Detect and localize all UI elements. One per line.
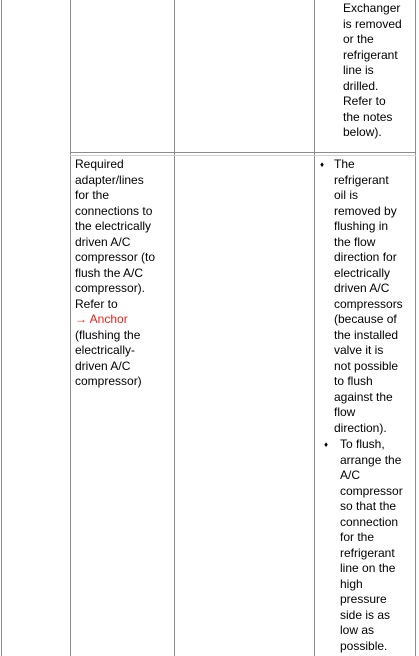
anchor-link[interactable]: → Anchor [75, 312, 128, 326]
row1-col4-text: Exchanger is removed or the refrigerant line is drilled. Refer to the notes below). [343, 1, 402, 139]
bullet-icon: ♦ [320, 160, 325, 169]
row-separator-inner [70, 155, 416, 156]
table-border-left [1, 0, 2, 656]
row-separator [70, 152, 416, 153]
row2-col2-text: Required adapter/lines for the connections to the electrically driven A/C compressor (to flush the A/C compressor). Refer to [75, 157, 156, 311]
bullet-icon: ♦ [324, 440, 329, 449]
bullet-1-text: The refrigerant oil is removed by flushing in the flow direction for electrically driven A/C compressors (because of the installed valve it is not possible to flush against the flow direction). [334, 157, 403, 435]
row2-col2-cell [75, 157, 175, 390]
table-divider-3 [314, 0, 315, 656]
table-border-right [415, 0, 416, 656]
table-divider-1 [70, 0, 71, 656]
row2-col2-text-after: (flushing the electrically- driven A/C compressor) [75, 327, 142, 388]
bullet-2-text: To flush, arrange the A/C compressor so that the connection for the refrigerant line on the high pressure side is as low as possible. [340, 437, 403, 653]
